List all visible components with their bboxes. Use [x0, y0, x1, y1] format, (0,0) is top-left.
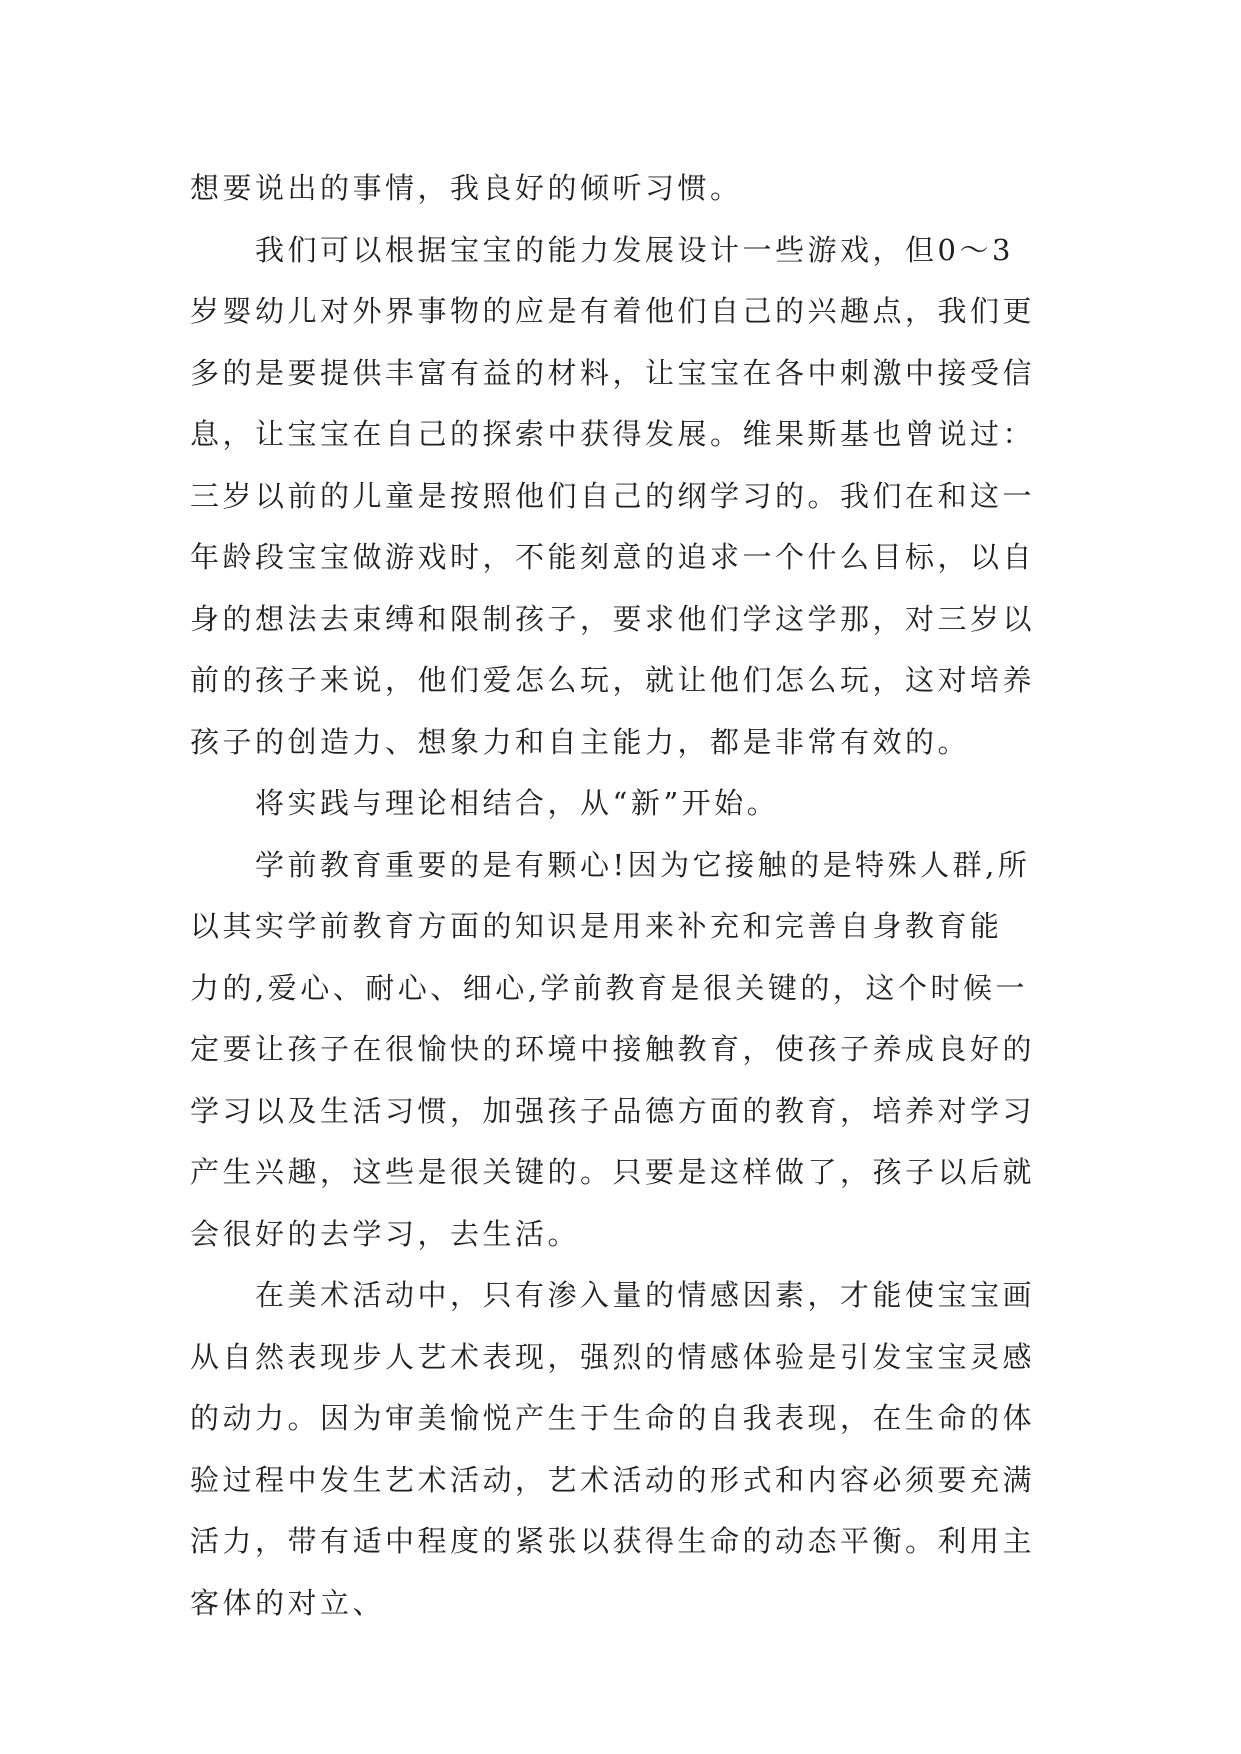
text-line: 客体的对立、: [190, 1585, 386, 1620]
text-line: 活力，带有适中程度的紧张以获得生命的动态平衡。利用主: [190, 1524, 1036, 1558]
text-line: 将实践与理论相结合，从“新”开始。: [190, 786, 780, 820]
text-line: 会很好的去学习，去生活。: [190, 1216, 581, 1251]
text-line: 我们可以根据宝宝的能力发展设计一些游戏，但0～3: [190, 232, 1014, 267]
text-line: 年龄段宝宝做游戏时，不能刻意的追求一个什么目标，以自: [190, 540, 1036, 574]
text-line: 多的是要提供丰富有益的材料，让宝宝在各中刺激中接受信: [190, 355, 1036, 390]
text-line: 从自然表现步人艺术表现，强烈的情感体验是引发宝宝灵感: [190, 1339, 1036, 1374]
text-line: 在美术活动中，只有渗入量的情感因素，才能使宝宝画: [190, 1278, 1036, 1312]
text-line: 前的孩子来说，他们爱怎么玩，就让他们怎么玩，这对培养: [190, 663, 1036, 697]
text-line: 定要让孩子在很愉快的环境中接触教育，使孩子养成良好的: [190, 1032, 1036, 1066]
document-body: [190, 158, 1050, 1634]
text-line: 想要说出的事情，我良好的倾听习惯。: [190, 171, 743, 205]
text-line: 学习以及生活习惯，加强孩子品德方面的教育，培养对学习: [190, 1093, 1036, 1128]
text-line: 验过程中发生艺术活动，艺术活动的形式和内容必须要充满: [190, 1462, 1036, 1497]
text-line: 三岁以前的儿童是按照他们自己的纲学习的。我们在和这一: [190, 478, 1036, 513]
text-line: 学前教育重要的是有颗心!因为它接触的是特殊人群,所: [190, 847, 1031, 882]
text-line: 孩子的创造力、想象力和自主能力，都是非常有效的。: [190, 724, 971, 759]
text-line: 身的想法去束缚和限制孩子，要求他们学这学那，对三岁以: [190, 601, 1036, 636]
text-line: 以其实学前教育方面的知识是用来补充和完善自身教育能: [190, 909, 1003, 943]
text-line: 岁婴幼儿对外界事物的应是有着他们自己的兴趣点，我们更: [190, 294, 1036, 328]
text-line: 的动力。因为审美愉悦产生于生命的自我表现，在生命的体: [190, 1401, 1036, 1435]
text-line: 力的,爱心、耐心、细心,学前教育是很关键的，这个时候一: [190, 970, 1028, 1005]
text-line: 息，让宝宝在自己的探索中获得发展。维果斯基也曾说过：: [190, 417, 1036, 451]
text-line: 产生兴趣，这些是很关键的。只要是这样做了，孩子以后就: [190, 1155, 1036, 1189]
